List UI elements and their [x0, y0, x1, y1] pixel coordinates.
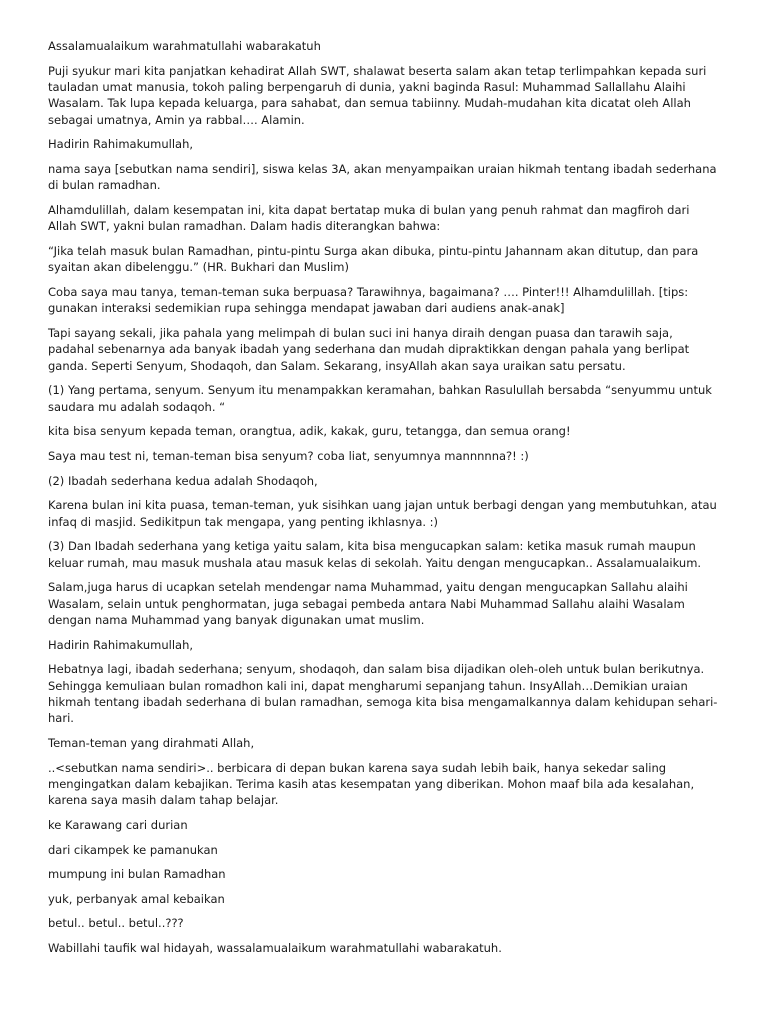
paragraph-point-smile: (1) Yang pertama, senyum. Senyum itu menampakkan keramahan, bahkan Rasulullah bersabda “senyummu untuk saudara mu adalah sodaqoh. “	[48, 383, 712, 414]
paragraph-shodaqoh-detail: Karena bulan ini kita puasa, teman-teman, yuk sisihkan uang jajan untuk berbagi dengan yang membutuhkan, atau infaq di masjid. Sedikitpun tak mengapa, yang penting ikhlasnya. :)	[48, 498, 717, 529]
paragraph-simple-worship: Tapi sayang sekali, jika pahala yang melimpah di bulan suci ini hanya diraih dengan puasa dan tarawih saja, padahal sebenarnya ada banyak ibadah yang sederhana dan mudah dipraktikkan dengan pahala yang berlipat ganda. Seperti Senyum, Shodaqoh, dan Salam. Sekarang, insyAllah akan saya uraikan satu persatu.	[48, 326, 690, 373]
paragraph-praise: Puji syukur mari kita panjatkan kehadirat Allah SWT, shalawat beserta salam akan tetap terlimpahkan kepada suri tauladan umat manusia, tokoh paling berpengaruh di dunia, yakni baginda Rasul: Muhammad Sallallahu Alaihi Wasalam. Tak lupa kepada keluarga, para sahabat, dan semua tabiinny. Mudah-mudahan kita dicatat oleh Allah sebagai umatnya, Amin ya rabbal…. Alamin.	[48, 63, 707, 127]
pantun-line-3: mumpung ini bulan Ramadhan	[48, 867, 226, 882]
pantun-line-5: betul.. betul.. betul..???	[48, 916, 184, 931]
paragraph-address-3: Teman-teman yang dirahmati Allah,	[48, 736, 255, 750]
paragraph-address-2: Hadirin Rahimakumullah,	[48, 637, 194, 652]
paragraph-smile-test: Saya mau test ni, teman-teman bisa senyum? coba liat, senyumnya mannnnna?! :)	[48, 449, 529, 463]
document-body	[48, 38, 720, 965]
paragraph-question: Coba saya mau tanya, teman-teman suka berpuasa? Tarawihnya, bagaimana? …. Pinter!!! Alhamdulillah. [tips: gunakan interaksi sedemikian rupa sehingga mendapat jawaban dari audiens anak-anak]	[48, 285, 689, 316]
paragraph-introduction: nama saya [sebutkan nama sendiri], siswa kelas 3A, akan menyampaikan uraian hikmah tentang ibadah sederhana di bulan ramadhan.	[48, 162, 717, 193]
paragraph-smile-everyone: kita bisa senyum kepada teman, orangtua, adik, kakak, guru, tetangga, dan semua orang!	[48, 424, 571, 439]
paragraph-closing-apology: ..<sebutkan nama sendiri>.. berbicara di depan bukan karena saya sudah lebih baik, hanya sekedar saling mengingatkan dalam kebajikan. Terima kasih atas kesempatan yang diberikan. Mohon maaf bila ada kesalahan, karena saya masih dalam tahap belajar.	[48, 760, 695, 808]
paragraph-alhamdulillah: Alhamdulillah, dalam kesempatan ini, kita dapat bertatap muka di bulan yang penuh rahmat dan magfiroh dari Allah SWT, yakni bulan ramadhan. Dalam hadis diterangkan bahwa:	[48, 203, 690, 234]
paragraph-address-1: Hadirin Rahimakumullah,	[48, 137, 194, 152]
paragraph-point-shodaqoh: (2) Ibadah sederhana kedua adalah Shodaqoh,	[48, 473, 318, 488]
pantun-line-1: ke Karawang cari durian	[48, 818, 188, 832]
paragraph-conclusion: Hebatnya lagi, ibadah sederhana; senyum, shodaqoh, dan salam bisa dijadikan oleh-oleh untuk bulan berikutnya. Sehingga kemuliaan bulan romadhon kali ini, dapat mengharumi sepanjang tahun. InsyAllah…Demikian uraian hikmah tentang ibadah sederhana di bulan ramadhan, semoga kita bisa mengamalkannya dalam kehidupan sehari-hari.	[48, 662, 718, 726]
pantun-line-2: dari cikampek ke pamanukan	[48, 842, 218, 857]
opening-greeting: Assalamualaikum warahmatullahi wabarakatuh	[48, 39, 321, 53]
paragraph-hadith-quote: “Jika telah masuk bulan Ramadhan, pintu-pintu Surga akan dibuka, pintu-pintu Jahannam akan ditutup, dan para syaitan akan dibelenggu.” (HR. Bukhari dan Muslim)	[48, 244, 699, 275]
closing-greeting: Wabillahi taufik wal hidayah, wassalamualaikum warahmatullahi wabarakatuh.	[48, 940, 502, 955]
paragraph-point-salam: (3) Dan Ibadah sederhana yang ketiga yaitu salam, kita bisa mengucapkan salam: ketika masuk rumah maupun keluar rumah, mau masuk mushala atau masuk kelas di sekolah. Yaitu dengan mengucapkan.. Assalamualaikum.	[48, 539, 702, 570]
paragraph-salam-detail: Salam,juga harus di ucapkan setelah mendengar nama Muhammad, yaitu dengan mengucapkan Sallahu alaihi Wasalam, selain untuk penghormatan, juga sebagai pembeda antara Nabi Muhammad Sallahu alaihi Wasalam dengan nama Muhammad yang banyak digunakan umat muslim.	[48, 580, 688, 627]
pantun-line-4: yuk, perbanyak amal kebaikan	[48, 891, 225, 906]
